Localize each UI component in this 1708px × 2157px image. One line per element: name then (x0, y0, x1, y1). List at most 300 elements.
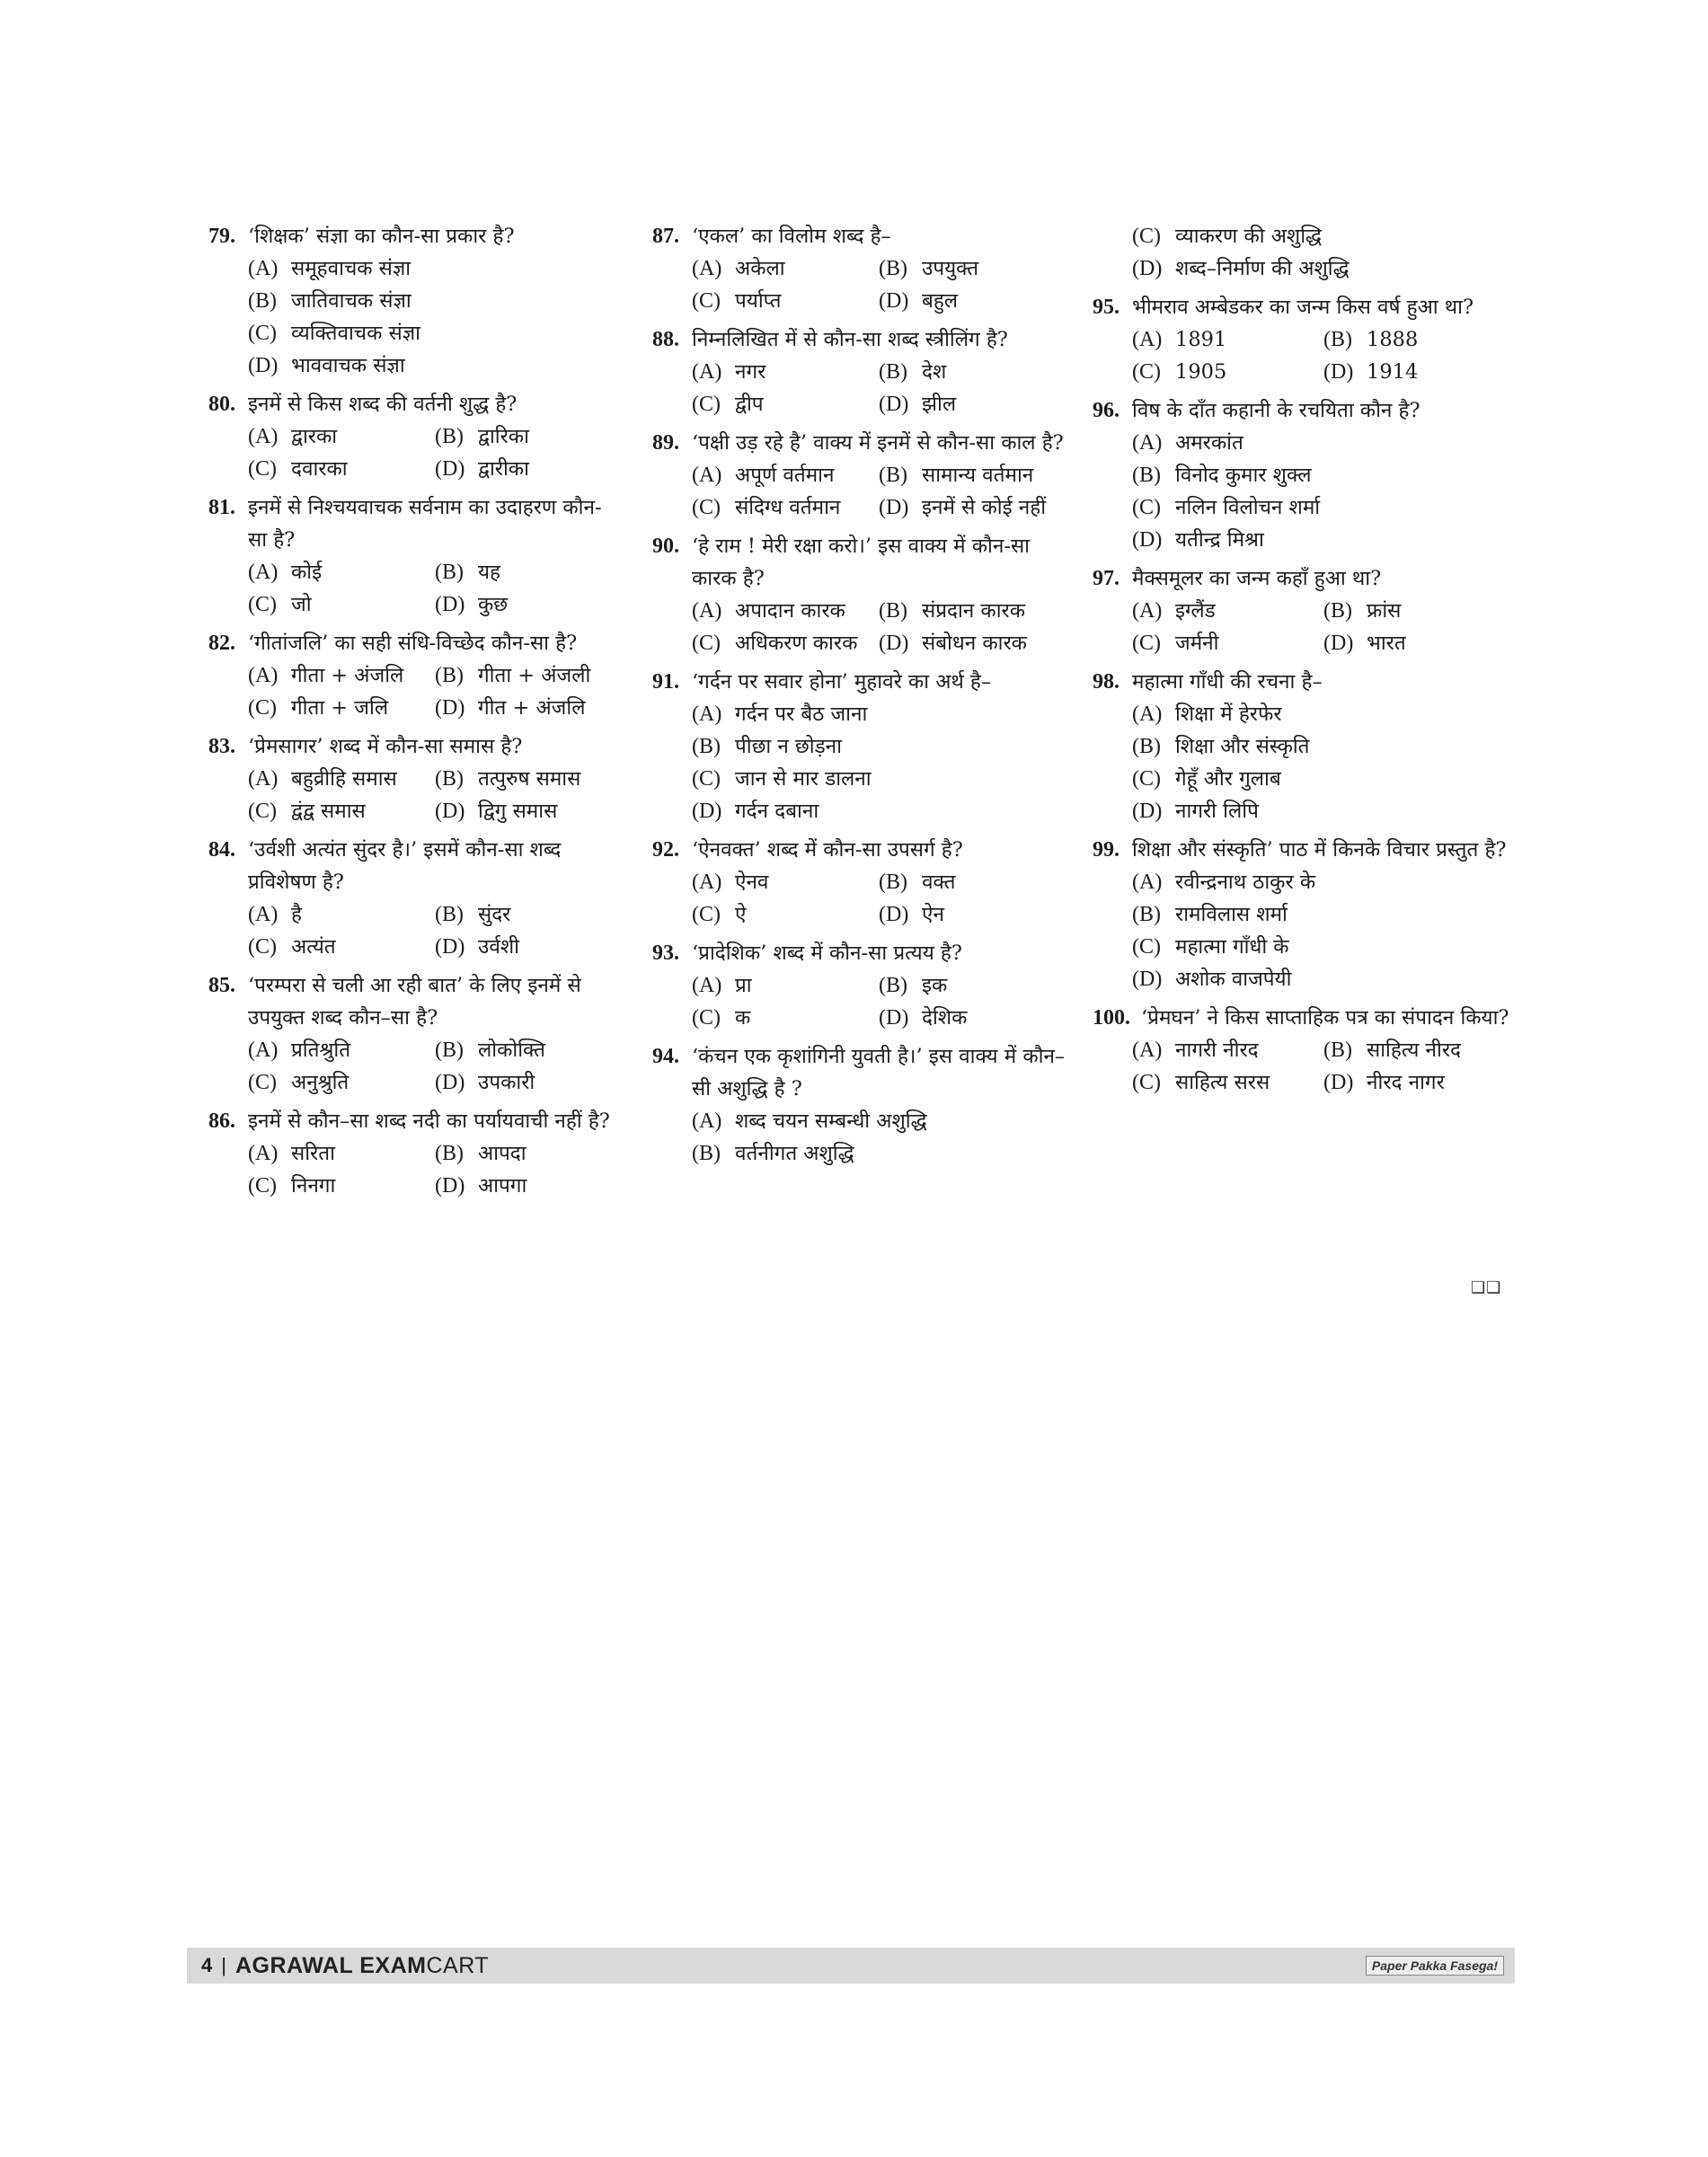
option-label: (B) (879, 464, 907, 487)
option-label: (B) (1323, 328, 1352, 351)
question-header (652, 530, 1066, 595)
option-text: सरिता (291, 1142, 335, 1165)
column-3 (1093, 220, 1515, 1105)
option-label: (C) (248, 935, 277, 959)
option-text: 1914 (1367, 360, 1419, 384)
option-text: द्वारीका (478, 457, 529, 481)
answer-option (435, 556, 622, 588)
answer-option (1323, 356, 1515, 388)
option-label: (B) (435, 425, 464, 448)
option-text: द्वारिका (478, 425, 529, 448)
column-2 (652, 220, 1066, 1176)
answer-option (1323, 595, 1515, 627)
question-item (652, 220, 1066, 317)
question-header (208, 388, 622, 420)
answer-option (692, 795, 1066, 827)
question-item (208, 730, 622, 827)
option-text: लोकोक्ति (478, 1039, 545, 1062)
option-text: नागरी नीरद (1175, 1039, 1259, 1062)
answer-option (435, 1170, 622, 1202)
option-text: शिक्षा और संस्कृति (1175, 735, 1310, 758)
option-text: प्रतिश्रुति (291, 1039, 351, 1062)
options-row (248, 1066, 622, 1099)
options-row (692, 285, 1066, 317)
answer-option (435, 763, 622, 795)
answer-option (1132, 524, 1515, 556)
column-1 (208, 220, 622, 1208)
options-group (208, 1137, 622, 1202)
option-label: (C) (248, 593, 277, 616)
option-label: (D) (435, 1174, 465, 1198)
question-item (1093, 291, 1515, 388)
answer-option (879, 252, 1066, 285)
question-item (1093, 562, 1515, 659)
options-row (248, 588, 622, 621)
question-text: ‘शिक्षक’ संज्ञा का कौन-सा प्रकार है? (248, 225, 515, 248)
option-text: समूहवाचक संज्ञा (291, 257, 412, 280)
answer-option (1132, 323, 1323, 356)
answer-option (1132, 459, 1515, 491)
option-text: कुछ (478, 593, 509, 616)
options-group (208, 252, 622, 382)
options-group (652, 866, 1066, 931)
answer-option (692, 459, 879, 491)
answer-option (879, 595, 1066, 627)
options-group (208, 420, 622, 485)
option-label: (B) (692, 1142, 721, 1165)
answer-option (435, 898, 622, 931)
question-number: 88. (652, 328, 679, 351)
options-row (692, 969, 1066, 1002)
question-text: ‘प्रादेशिक’ शब्द में कौन-सा प्रत्यय है? (692, 941, 962, 965)
options-row (248, 453, 622, 485)
question-number: 92. (652, 838, 679, 862)
options-row (692, 1002, 1066, 1034)
option-text: देश (922, 360, 947, 384)
question-header (1093, 291, 1515, 323)
option-text: बहुव्रीहि समास (291, 767, 397, 791)
option-text: ऐन (922, 903, 944, 926)
option-label: (A) (1132, 871, 1163, 894)
option-text: सामान्य वर्तमान (922, 464, 1034, 487)
answer-option (1323, 1066, 1515, 1099)
question-number: 95. (1093, 296, 1119, 319)
option-label: (B) (1132, 735, 1161, 758)
option-text: निनगा (291, 1174, 336, 1198)
options-row (248, 931, 622, 963)
answer-option (1132, 595, 1323, 627)
answer-option (248, 420, 435, 453)
options-row (248, 898, 622, 931)
answer-option (1132, 1034, 1323, 1066)
option-label: (A) (692, 871, 722, 894)
question-header (652, 937, 1066, 969)
answer-option (1132, 795, 1515, 827)
option-label: (D) (1132, 800, 1163, 823)
question-header (652, 220, 1066, 252)
brand-name-bold: AGRAWAL EXAM (235, 1952, 427, 1978)
option-text: इनमें से कोई नहीं (922, 496, 1047, 519)
option-label: (D) (1323, 360, 1354, 384)
options-group (208, 763, 622, 827)
option-text: भारत (1367, 632, 1406, 655)
option-text: बहुल (922, 289, 959, 313)
answer-option (1132, 763, 1515, 795)
answer-option (1132, 963, 1515, 995)
question-header (208, 220, 622, 252)
option-label: (A) (248, 257, 279, 280)
option-label: (A) (692, 257, 722, 280)
answer-option (248, 1034, 435, 1066)
answer-option (1132, 1066, 1323, 1099)
option-label: (A) (1132, 599, 1163, 623)
option-label: (D) (435, 1071, 465, 1094)
answer-option (1132, 627, 1323, 659)
option-label: (A) (1132, 703, 1163, 726)
option-text: द्वीप (735, 393, 764, 416)
options-group (1093, 220, 1515, 285)
answer-option (692, 388, 879, 420)
answer-option (248, 898, 435, 931)
option-label: (B) (879, 974, 907, 997)
question-text: ‘एकल’ का विलोम शब्द है– (692, 225, 891, 248)
question-number: 79. (208, 225, 235, 248)
question-item (1093, 394, 1515, 556)
answer-option (879, 285, 1066, 317)
option-label: (A) (1132, 431, 1163, 455)
question-text: ‘प्रेमसागर’ शब्द में कौन-सा समास है? (248, 735, 523, 758)
option-label: (A) (248, 664, 279, 687)
option-text: प्रा (735, 974, 752, 997)
question-text: ‘प्रेमघन’ ने किस साप्ताहिक पत्र का संपादन किया? (1141, 1006, 1509, 1030)
question-number: 96. (1093, 399, 1119, 422)
option-label: (C) (1132, 935, 1161, 959)
option-label: (D) (879, 903, 909, 926)
option-label: (C) (692, 632, 721, 655)
option-label: (D) (879, 632, 909, 655)
option-text: जर्मनी (1175, 632, 1219, 655)
answer-option (879, 969, 1066, 1002)
answer-option (248, 1137, 435, 1170)
options-row (692, 898, 1066, 931)
options-row (692, 459, 1066, 491)
answer-option (435, 931, 622, 963)
option-label: (D) (879, 496, 909, 519)
option-text: गीता + जलि (291, 696, 389, 720)
answer-option (435, 1137, 622, 1170)
question-text: ‘गीतांजलि’ का सही संधि-विच्छेद कौन-सा है? (248, 632, 578, 655)
option-label: (B) (248, 289, 277, 313)
answer-option (692, 969, 879, 1002)
option-label: (D) (435, 935, 465, 959)
options-row (248, 692, 622, 724)
options-row (1132, 1066, 1515, 1099)
answer-option (435, 1034, 622, 1066)
option-text: अमरकांत (1175, 431, 1243, 455)
option-text: 1905 (1175, 360, 1227, 384)
question-item (652, 530, 1066, 659)
option-text: द्वंद्व समास (291, 800, 366, 823)
options-group (208, 1034, 622, 1099)
option-text: व्याकरण की अशुद्धि (1175, 225, 1323, 248)
option-text: रवीन्द्रनाथ ठाकुर के (1175, 871, 1316, 894)
option-text: अपूर्ण वर्तमान (735, 464, 835, 487)
question-number: 80. (208, 393, 235, 416)
answer-option (1323, 627, 1515, 659)
page-number: 4 (201, 1954, 213, 1976)
option-label: (B) (435, 903, 464, 926)
answer-option (435, 420, 622, 453)
question-header (1093, 834, 1515, 866)
answer-option (1132, 220, 1515, 252)
question-number: 90. (652, 535, 679, 558)
question-item (1093, 1002, 1515, 1099)
answer-option (879, 388, 1066, 420)
option-text: अशोक वाजपेयी (1175, 968, 1292, 991)
answer-option (435, 795, 622, 827)
options-group (652, 1105, 1066, 1170)
question-number: 93. (652, 941, 679, 965)
question-header (208, 834, 622, 898)
option-text: संदिग्ध वर्तमान (735, 496, 841, 519)
option-text: गर्दन दबाना (735, 800, 819, 823)
option-text: आपगा (478, 1174, 527, 1198)
answer-option (435, 659, 622, 692)
option-label: (B) (435, 1142, 464, 1165)
option-label: (B) (435, 664, 464, 687)
question-header (1093, 394, 1515, 427)
question-text: महात्मा गाँधी की रचना है– (1132, 670, 1323, 694)
answer-option (879, 898, 1066, 931)
question-item (652, 1040, 1066, 1170)
answer-option (248, 931, 435, 963)
answer-option (879, 627, 1066, 659)
option-label: (A) (248, 1142, 279, 1165)
option-text: वर्तनीगत अशुद्धि (735, 1142, 854, 1165)
answer-option (692, 763, 1066, 795)
option-label: (B) (879, 257, 907, 280)
options-row (692, 595, 1066, 627)
answer-option (1132, 698, 1515, 730)
question-item (208, 388, 622, 485)
options-row (248, 795, 622, 827)
question-item (1093, 834, 1515, 995)
question-item (1093, 220, 1515, 285)
question-item (652, 427, 1066, 524)
answer-option (692, 898, 879, 931)
option-text: इक (922, 974, 948, 997)
option-label: (C) (692, 496, 721, 519)
option-text: भाववाचक संज्ञा (291, 354, 405, 377)
question-header (652, 666, 1066, 698)
answer-option (692, 1137, 1066, 1170)
answer-option (1132, 898, 1515, 931)
question-text: भीमराव अम्बेडकर का जन्म किस वर्ष हुआ था? (1132, 296, 1474, 319)
answer-option (248, 1170, 435, 1202)
answer-option (1132, 866, 1515, 898)
options-row (1132, 627, 1515, 659)
option-text: तत्पुरुष समास (478, 767, 581, 791)
answer-option (1323, 1034, 1515, 1066)
question-text: ‘परम्परा से चली आ रही बात’ के लिए इनमें से उपयुक्त शब्द कौन–सा है? (248, 974, 581, 1030)
options-row (692, 866, 1066, 898)
answer-option (248, 795, 435, 827)
option-text: इग्लैंड (1175, 599, 1216, 623)
question-number: 85. (208, 974, 235, 997)
question-number: 98. (1093, 670, 1119, 694)
option-text: उर्वशी (478, 935, 519, 959)
option-text: नीरद नागर (1367, 1071, 1445, 1094)
question-text: विष के दाँत कहानी के रचयिता कौन है? (1132, 399, 1420, 422)
option-text: विनोद कुमार शुक्ल (1175, 464, 1312, 487)
answer-option (692, 252, 879, 285)
options-row (248, 556, 622, 588)
options-group (208, 659, 622, 724)
question-number: 89. (652, 431, 679, 455)
answer-option (879, 459, 1066, 491)
options-row (1132, 356, 1515, 388)
option-text: ऐ (735, 903, 747, 926)
option-text: द्विगु समास (478, 800, 558, 823)
question-item (208, 627, 622, 724)
option-label: (C) (692, 767, 721, 791)
option-text: साहित्य सरस (1175, 1071, 1270, 1094)
answer-option (248, 1066, 435, 1099)
option-label: (B) (879, 360, 907, 384)
question-text: शिक्षा और संस्कृति’ पाठ में किनके विचार प्रस्तुत है? (1132, 838, 1507, 862)
option-label: (C) (692, 289, 721, 313)
question-number: 87. (652, 225, 679, 248)
option-label: (D) (248, 354, 279, 377)
option-text: पीछा न छोड़ना (735, 735, 842, 758)
option-text: शब्द चयन सम्बन्धी अशुद्धि (735, 1109, 927, 1133)
option-text: व्यक्तिवाचक संज्ञा (291, 322, 420, 345)
option-label: (B) (1323, 599, 1352, 623)
options-group (652, 698, 1066, 827)
option-text: अपादान कारक (735, 599, 845, 623)
question-text: ‘उर्वशी अत्यंत सुंदर है।’ इसमें कौन-सा शब्द प्रविशेषण है? (248, 838, 562, 894)
option-text: जो (291, 593, 312, 616)
answer-option (248, 692, 435, 724)
answer-option (248, 659, 435, 692)
options-group (652, 459, 1066, 524)
options-group (1093, 698, 1515, 827)
answer-option (248, 349, 622, 382)
options-row (248, 1137, 622, 1170)
option-label: (C) (248, 696, 277, 720)
option-text: गेहूँ और गुलाब (1175, 767, 1281, 791)
option-label: (C) (248, 322, 277, 345)
answer-option (692, 1002, 879, 1034)
end-of-section-mark: ❑❑ (1471, 1278, 1502, 1297)
option-label: (A) (248, 767, 279, 791)
question-item (208, 220, 622, 382)
option-text: महात्मा गाँधी के (1175, 935, 1289, 959)
option-label: (D) (692, 800, 722, 823)
question-number: 91. (652, 670, 679, 694)
option-text: नगर (735, 360, 766, 384)
option-text: शब्द–निर्माण की अशुद्धि (1175, 257, 1350, 280)
option-text: जान से मार डालना (735, 767, 872, 791)
option-label: (D) (1132, 257, 1163, 280)
option-text: संबोधन कारक (922, 632, 1027, 655)
answer-option (435, 453, 622, 485)
option-label: (C) (248, 1071, 277, 1094)
option-text: आपदा (478, 1142, 527, 1165)
option-text: नलिन विलोचन शर्मा (1175, 496, 1321, 519)
option-label: (D) (1323, 632, 1354, 655)
brand-logo (235, 1953, 489, 1979)
option-text: अधिकरण कारक (735, 632, 858, 655)
question-item (652, 666, 1066, 827)
answer-option (692, 866, 879, 898)
option-text: झील (922, 393, 957, 416)
question-number: 97. (1093, 567, 1119, 590)
option-label: (A) (248, 1039, 279, 1062)
answer-option (1132, 252, 1515, 285)
option-label: (D) (879, 393, 909, 416)
question-text: मैक्समूलर का जन्म कहाँ हुआ था? (1132, 567, 1382, 590)
option-label: (D) (1132, 528, 1163, 552)
answer-option (879, 866, 1066, 898)
option-text: सुंदर (478, 903, 511, 926)
option-text: साहित्य नीरद (1367, 1039, 1462, 1062)
option-text: वक्त (922, 871, 956, 894)
question-header (1093, 666, 1515, 698)
option-label: (B) (435, 561, 464, 584)
options-group (1093, 1034, 1515, 1099)
option-label: (C) (1132, 225, 1161, 248)
option-text: गीता + अंजली (478, 664, 591, 687)
answer-option (692, 491, 879, 524)
option-label: (C) (692, 903, 721, 926)
option-label: (A) (1132, 1039, 1163, 1062)
question-number: 94. (652, 1045, 679, 1068)
option-text: उपकारी (478, 1071, 535, 1094)
option-label: (D) (435, 593, 465, 616)
option-text: द्वारका (291, 425, 338, 448)
question-item (208, 834, 622, 963)
option-text: अकेला (735, 257, 785, 280)
question-item (652, 937, 1066, 1034)
options-row (248, 763, 622, 795)
options-group (1093, 866, 1515, 995)
option-label: (C) (1132, 632, 1161, 655)
question-text: ‘पक्षी उड़ रहे है’ वाक्य में इनमें से कौन-सा काल है? (692, 431, 1064, 455)
question-text: इनमें से किस शब्द की वर्तनी शुद्ध है? (248, 393, 518, 416)
answer-option (248, 252, 622, 285)
option-label: (D) (435, 800, 465, 823)
option-text: शिक्षा में हेरफेर (1175, 703, 1282, 726)
option-text: देशिक (922, 1006, 968, 1030)
option-label: (B) (879, 599, 907, 623)
option-label: (C) (1132, 767, 1161, 791)
question-header (652, 427, 1066, 459)
question-number: 100. (1093, 1006, 1130, 1030)
option-label: (A) (692, 1109, 722, 1133)
options-group (1093, 595, 1515, 659)
option-text: 1891 (1175, 328, 1227, 351)
option-label: (A) (692, 974, 722, 997)
option-text: रामविलास शर्मा (1175, 903, 1288, 926)
option-label: (A) (248, 425, 279, 448)
option-label: (C) (1132, 496, 1161, 519)
option-label: (C) (692, 1006, 721, 1030)
options-row (1132, 595, 1515, 627)
question-header (208, 730, 622, 763)
question-text: ‘ऐनवक्त’ शब्द में कौन-सा उपसर्ग है? (692, 838, 963, 862)
option-label: (C) (1132, 1071, 1161, 1094)
